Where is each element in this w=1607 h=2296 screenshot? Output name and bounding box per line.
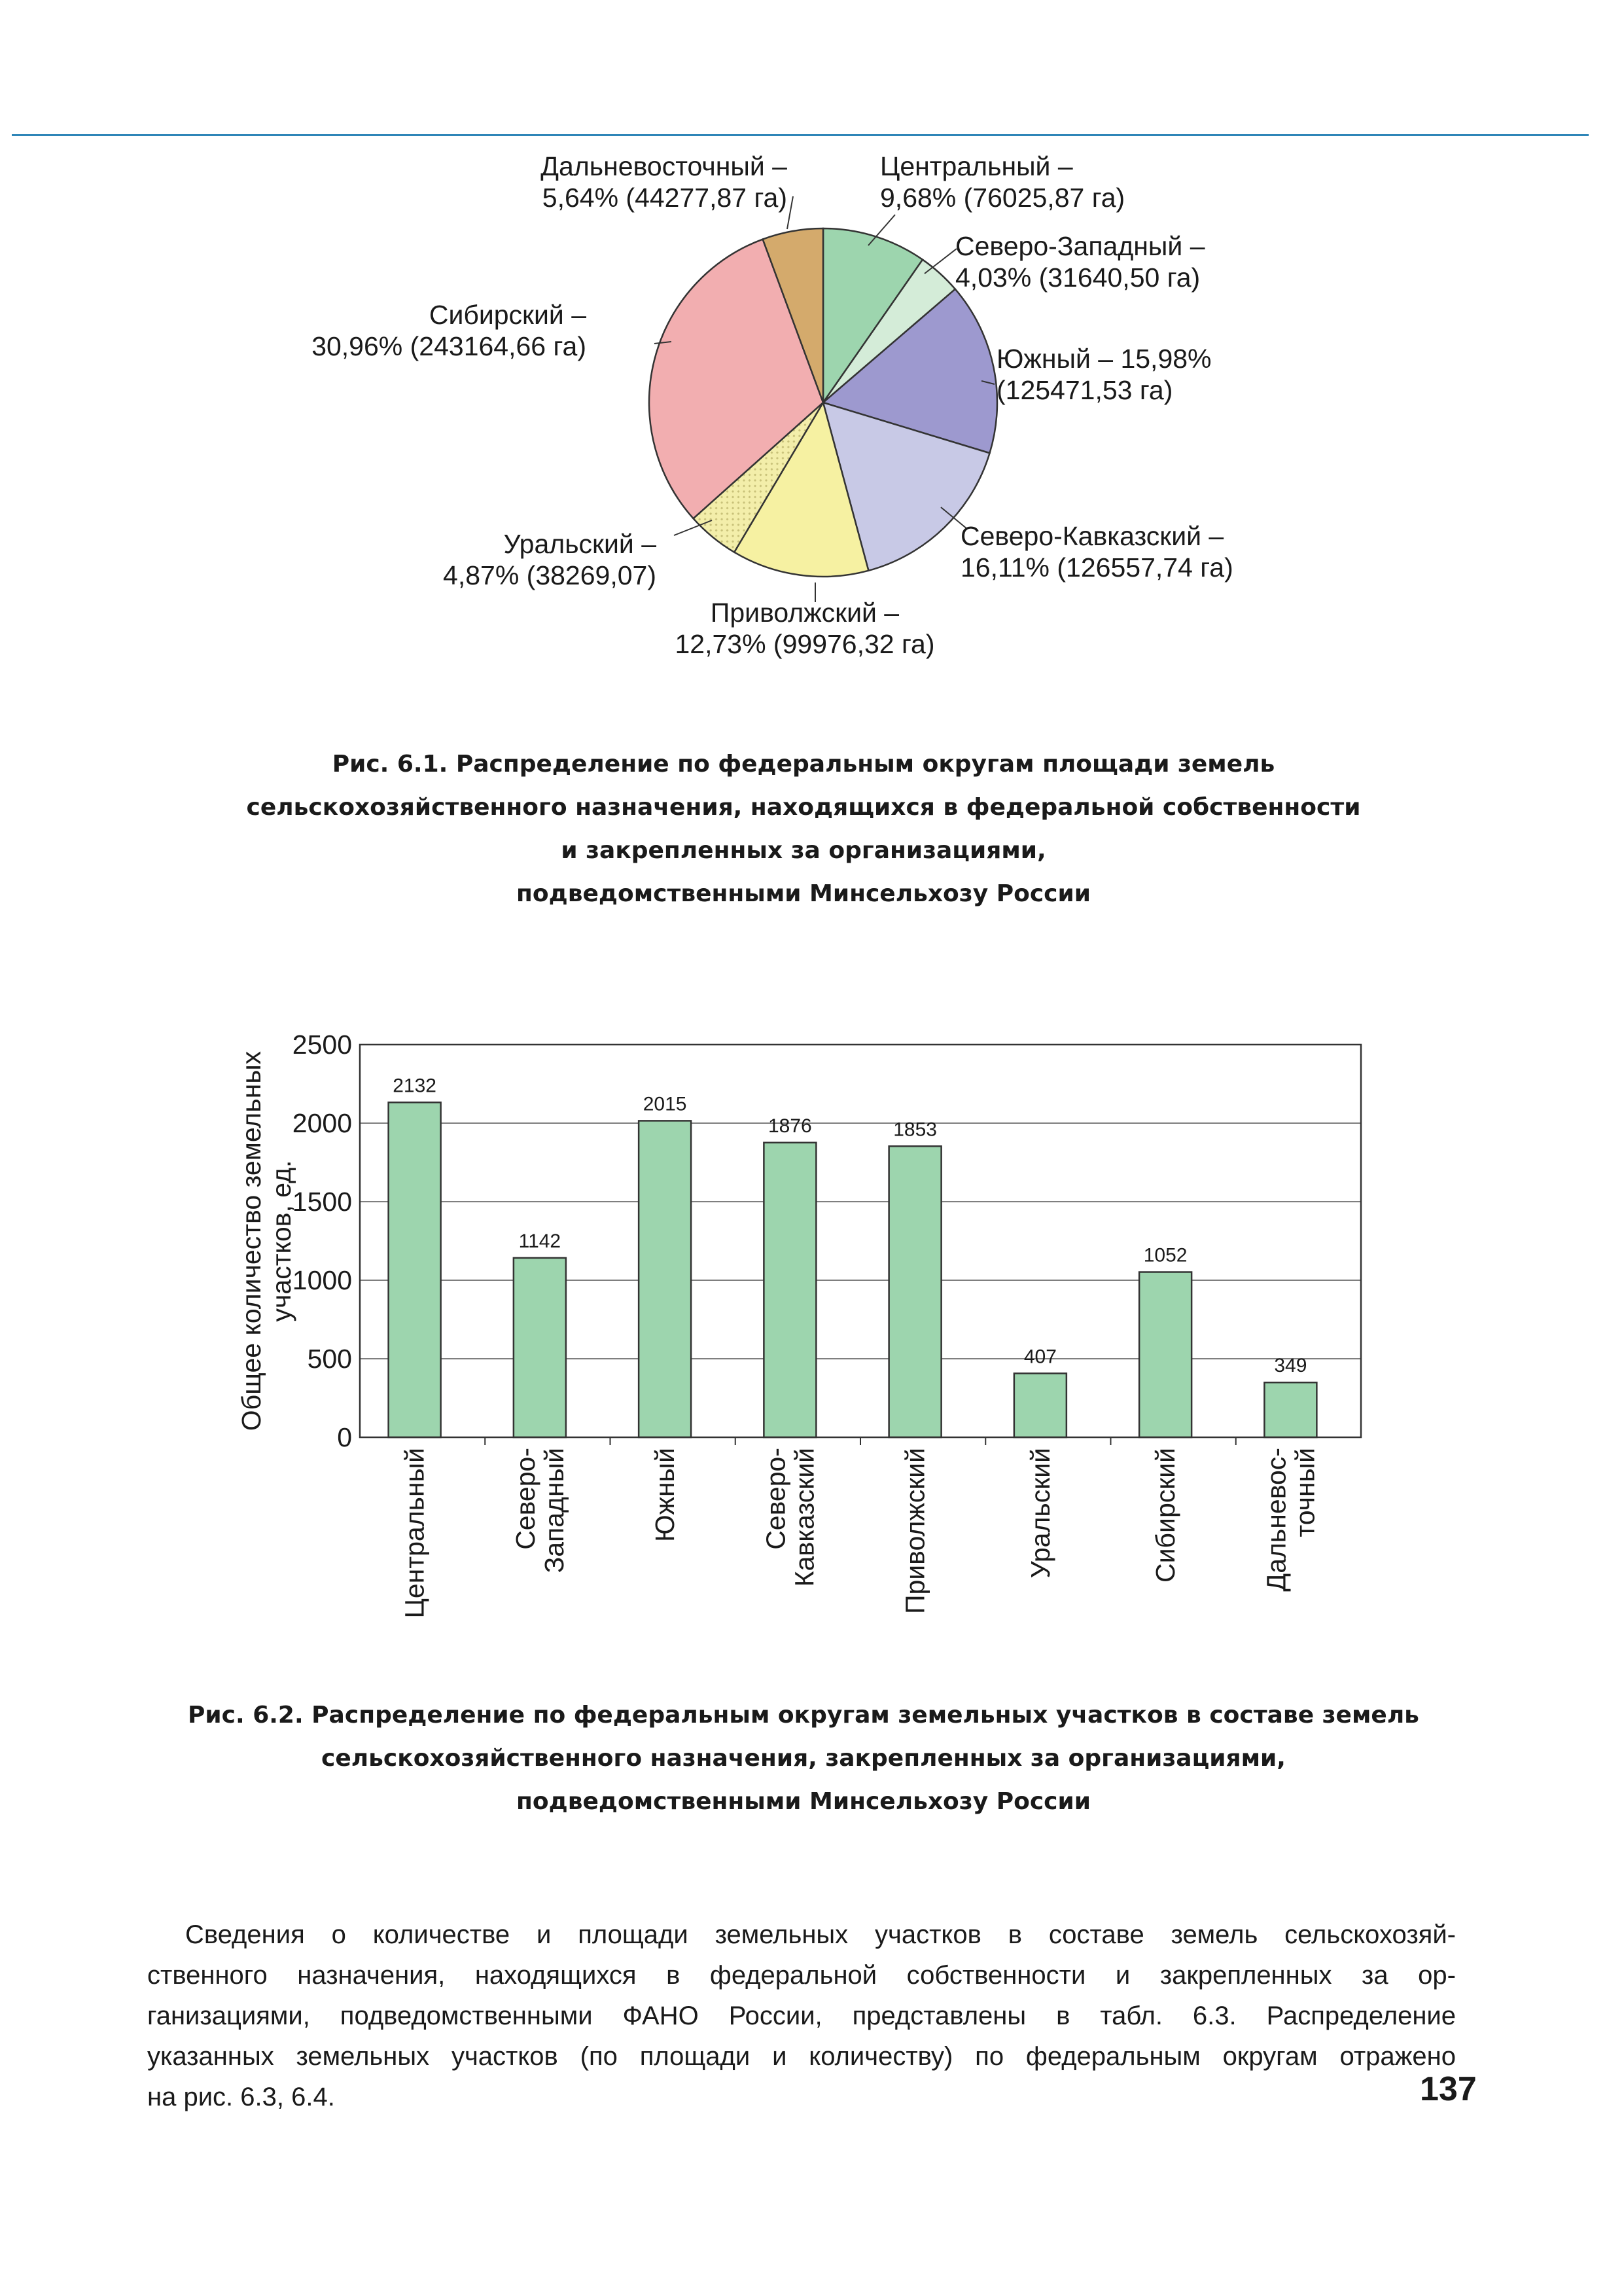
- x-category-label: Сибирский: [1150, 1448, 1181, 1583]
- bar-2: [514, 1258, 566, 1437]
- pie-slice-label: 4,87% (38269,07): [443, 560, 656, 590]
- pie-slice-label: Центральный –: [880, 151, 1073, 181]
- caption-line: сельскохозяйственного назначения, закрепленных за организациями,: [321, 1745, 1286, 1772]
- caption-line: и закрепленных за организациями,: [561, 837, 1046, 864]
- pie-slice-label: Дальневосточный –: [540, 151, 787, 181]
- bar-value-label: 2132: [393, 1075, 436, 1097]
- bar-8: [1264, 1382, 1316, 1437]
- bar-3: [639, 1121, 691, 1437]
- pie-slice-label: Приволжский –: [710, 598, 900, 628]
- x-category-label: Центральный: [399, 1448, 430, 1619]
- x-category-label: Южный: [650, 1448, 680, 1542]
- x-category-label: Северо-: [760, 1448, 791, 1550]
- x-category-label: Северо-: [510, 1448, 540, 1550]
- bar-4: [764, 1143, 816, 1437]
- x-category-label: Западный: [539, 1448, 569, 1573]
- paragraph-line: ственного назначения, находящихся в федеральной собственности и закрепленных за ор-: [147, 1961, 1456, 1990]
- caption-line: Рис. 6.2. Распределение по федеральным округам земельных участков в составе земель: [188, 1702, 1419, 1729]
- bar-5: [889, 1146, 942, 1437]
- bar-value-label: 1052: [1143, 1244, 1188, 1266]
- y-tick-label: 500: [307, 1344, 352, 1374]
- y-tick-label: 2000: [292, 1108, 352, 1138]
- caption-line: подведомственными Минсельхозу России: [516, 1788, 1091, 1815]
- paragraph-line: Сведения о количестве и площади земельных участков в составе земель сельскохозяй-: [185, 1920, 1456, 1949]
- bar-value-label: 1853: [893, 1119, 937, 1141]
- bar-value-label: 1876: [768, 1115, 812, 1137]
- caption-line: Рис. 6.1. Распределение по федеральным округам площади земель: [332, 751, 1275, 778]
- x-category-label: Уральский: [1025, 1448, 1055, 1579]
- pie-slice-label: 16,11% (126557,74 га): [961, 552, 1233, 583]
- pie-slice-label: 4,03% (31640,50 га): [955, 262, 1201, 293]
- bar-value-label: 349: [1274, 1355, 1307, 1377]
- pie-slice-label: 9,68% (76025,87 га): [880, 183, 1125, 213]
- pie-slice-label: Южный – 15,98%: [997, 344, 1212, 374]
- bar-value-label: 1142: [518, 1230, 561, 1252]
- plot-frame: [360, 1045, 1361, 1437]
- y-axis-title: участков, ед.: [266, 1160, 296, 1322]
- x-category-label: точный: [1290, 1448, 1320, 1537]
- x-category-label: Кавказский: [789, 1448, 820, 1587]
- y-axis-title: Общее количество земельных: [236, 1050, 266, 1431]
- page-number: 137: [1420, 2070, 1477, 2108]
- bar-7: [1139, 1272, 1192, 1437]
- y-tick-label: 2500: [292, 1030, 352, 1060]
- bar-1: [389, 1102, 441, 1437]
- y-tick-label: 0: [337, 1422, 352, 1452]
- bar-value-label: 407: [1023, 1346, 1057, 1368]
- x-category-label: Приволжский: [900, 1448, 930, 1614]
- paragraph-line: указанных земельных участков (по площади и количеству) по федеральным округам отражено: [147, 2042, 1456, 2071]
- pie-slice-label: 30,96% (243164,66 га): [311, 331, 586, 361]
- pie-slice-label: 5,64% (44277,87 га): [542, 183, 787, 213]
- pie-slice-label: Северо-Западный –: [955, 231, 1205, 261]
- pie-slice-label: Северо-Кавказский –: [961, 521, 1224, 551]
- body-paragraph: [147, 1914, 1456, 2117]
- pie-slice-label: Сибирский –: [429, 300, 586, 330]
- bar-6: [1014, 1373, 1067, 1437]
- pie-slice-label: (125471,53 га): [997, 375, 1173, 405]
- figure-2-caption: [131, 1694, 1476, 1823]
- x-category-label: Дальневос-: [1261, 1448, 1292, 1592]
- y-tick-label: 1500: [292, 1187, 352, 1217]
- pie-slice-label: 12,73% (99976,32 га): [675, 629, 935, 659]
- caption-line: сельскохозяйственного назначения, находящихся в федеральной собственности: [246, 794, 1361, 821]
- caption-line: подведомственными Минсельхозу России: [516, 880, 1091, 907]
- bar-value-label: 2015: [643, 1093, 687, 1115]
- paragraph-line: ганизациями, подведомственными ФАНО России, представлены в табл. 6.3. Распределение: [147, 2001, 1456, 2030]
- paragraph-line: на рис. 6.3, 6.4.: [147, 2083, 335, 2111]
- y-tick-label: 1000: [292, 1265, 352, 1295]
- pie-slice-label: Уральский –: [503, 529, 656, 559]
